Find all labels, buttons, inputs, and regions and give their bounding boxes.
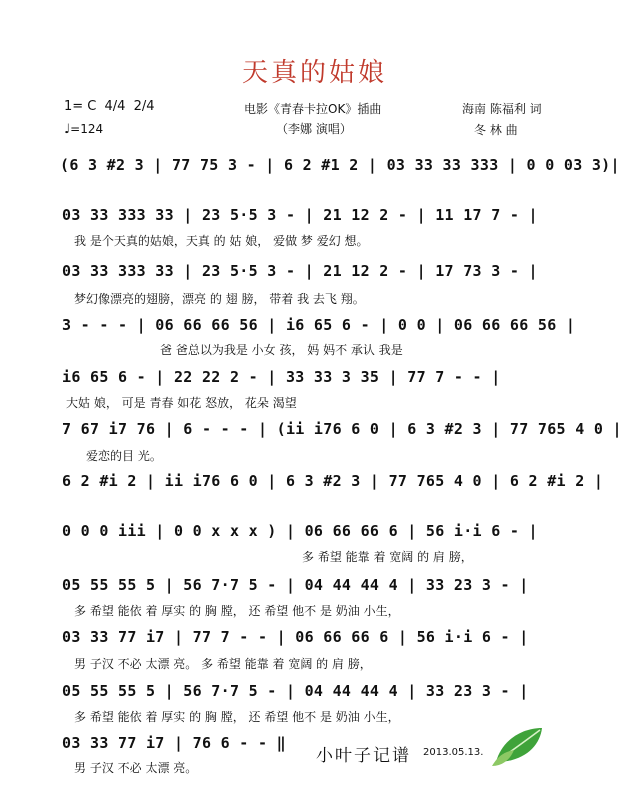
key-label: 1= C xyxy=(64,99,97,114)
line10-lyrics: 男 子汉 不必 太漂 亮。 多 希望 能靠 着 宽阔 的 肩 膀， xyxy=(74,657,372,671)
line3-notes: 03 33 333 33 | 23 5·5 3 - | 21 12 2 - | 17 73 3 - | xyxy=(62,262,538,280)
line4-notes: 3 - - - | 06 66 66 56 | i6 65 6 - | 0 0 | 06 66 66 56 | xyxy=(62,316,576,334)
line12-notes: 03 33 77 i7 | 76 6 - - ‖ xyxy=(62,734,286,752)
tempo-value: =124 xyxy=(70,122,104,136)
line12-lyrics: 男 子汉 不必 太漂 亮。 xyxy=(74,761,198,775)
line8-notes: 0 0 0 iii | 0 0 x x x ) | 06 66 66 6 | 56 i·i 6 - | xyxy=(62,522,538,540)
transcriber-signature: 小叶子记谱 xyxy=(316,746,411,766)
song-title: 天真的姑娘 xyxy=(241,58,387,88)
line8-lyrics: 多 希望 能靠 着 宽阔 的 肩 膀， xyxy=(302,550,473,564)
time-signature-2: 2/4 xyxy=(133,99,155,114)
intro-notes: (6 3 #2 3 | 77 75 3 - | 6 2 #1 2 | 03 33 33 333 | 0 0 03 3)| xyxy=(60,156,620,174)
line5-lyrics: 大姑 娘， 可是 青春 如花 怒放， 花朵 渴望 xyxy=(66,396,297,410)
line7-notes: 6 2 #i 2 | ii i76 6 0 | 6 3 #2 3 | 77 765 4 0 | 6 2 #i 2 | xyxy=(62,472,604,490)
composer-credit: 冬 林 曲 xyxy=(474,123,518,137)
line2-notes: 03 33 333 33 | 23 5·5 3 - | 21 12 2 - | 11 17 7 - | xyxy=(62,206,538,224)
line10-notes: 03 33 77 i7 | 77 7 - - | 06 66 66 6 | 56 i·i 6 - | xyxy=(62,628,529,646)
line6-lyrics: 爱恋的目 光。 xyxy=(86,449,162,463)
line11-notes: 05 55 55 5 | 56 7·7 5 - | 04 44 44 4 | 33 23 3 - | xyxy=(62,682,529,700)
green-leaf-icon xyxy=(488,722,548,770)
line3-lyrics: 梦幻像漂亮的翅膀，漂亮 的 翅 膀， 带着 我 去飞 翔。 xyxy=(74,292,365,306)
time-signature-1: 4/4 xyxy=(104,99,126,114)
transcription-date: 2013.05.13. xyxy=(423,747,484,758)
line4-lyrics: 爸 爸总以为我是 小女 孩， 妈 妈不 承认 我是 xyxy=(160,343,403,357)
singer-credit: （李娜 演唱） xyxy=(276,122,352,136)
line6-notes: 7 67 i7 76 | 6 - - - | (ii i76 6 0 | 6 3 #2 3 | 77 765 4 0 | xyxy=(62,420,622,438)
song-source: 电影《青春卡拉OK》插曲 xyxy=(244,102,382,116)
line11-lyrics: 多 希望 能依 着 厚实 的 胸 膛， 还 希望 他不 是 奶油 小生， xyxy=(74,710,400,724)
key-signature xyxy=(64,99,155,114)
line5-notes: i6 65 6 - | 22 22 2 - | 33 33 3 35 | 77 7 - - | xyxy=(62,368,501,386)
lyricist-credit: 海南 陈福利 词 xyxy=(462,102,542,116)
line9-lyrics: 多 希望 能依 着 厚实 的 胸 膛， 还 希望 他不 是 奶油 小生， xyxy=(74,604,400,618)
line2-lyrics: 我 是个天真的姑娘，天真 的 姑 娘， 爱做 梦 爱幻 想。 xyxy=(74,234,369,248)
line9-notes: 05 55 55 5 | 56 7·7 5 - | 04 44 44 4 | 33 23 3 - | xyxy=(62,576,529,594)
quarter-note-icon: ♩ xyxy=(64,122,71,137)
tempo-marking xyxy=(64,122,103,137)
